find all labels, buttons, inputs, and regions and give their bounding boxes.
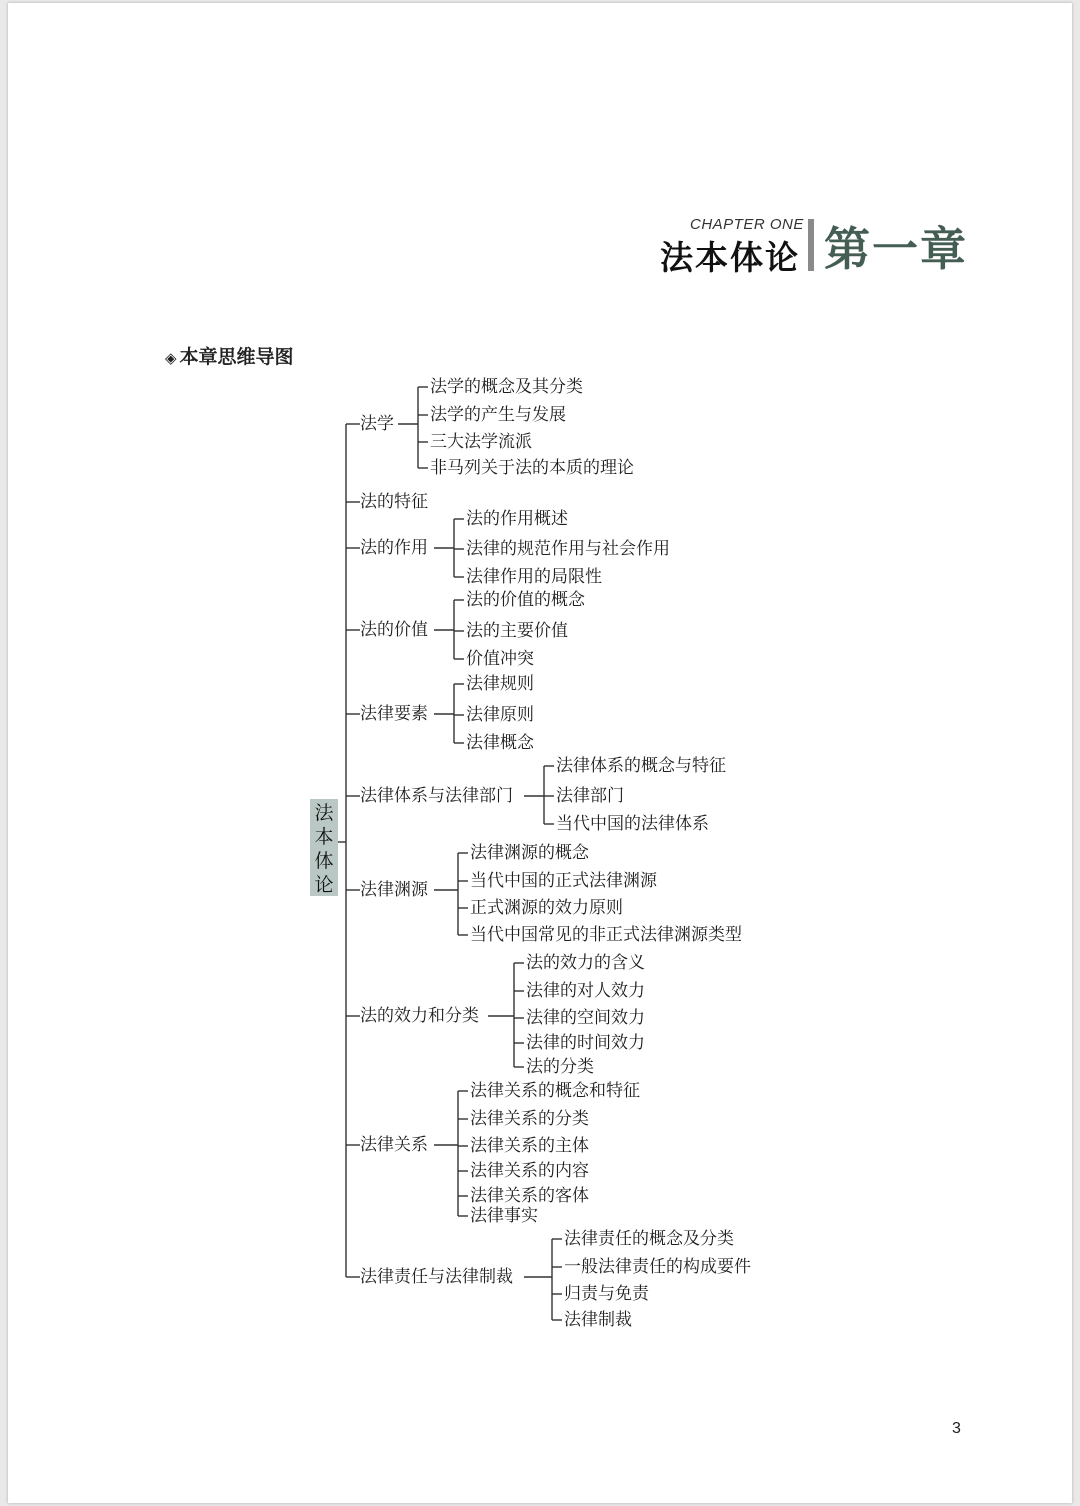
mind-map-leaf: 法律的空间效力 <box>526 1008 645 1028</box>
chapter-label-english: CHAPTER ONE <box>690 216 804 233</box>
page <box>8 3 1072 1503</box>
mind-map-leaf: 法律关系的内容 <box>470 1161 589 1181</box>
mind-map-branch: 法的价值 <box>360 620 428 640</box>
mind-map-leaf: 法律概念 <box>466 733 534 753</box>
mind-map-leaf: 法律责任的概念及分类 <box>564 1229 734 1249</box>
diamond-bullet-icon: ◈ <box>165 349 177 367</box>
mind-map-leaf: 法律关系的分类 <box>470 1109 589 1129</box>
mind-map-leaf: 法律关系的概念和特征 <box>470 1081 640 1101</box>
mind-map-branch: 法的特征 <box>360 492 428 512</box>
mind-map-branch: 法学 <box>360 414 394 434</box>
mind-map-leaf: 法律事实 <box>470 1206 538 1226</box>
mind-map-leaf: 法律规则 <box>466 674 534 694</box>
mind-map-leaf: 法的分类 <box>526 1057 594 1077</box>
mind-map-leaf: 法律作用的局限性 <box>466 567 602 587</box>
mind-map-lines <box>8 3 1072 1503</box>
mind-map-leaf: 法律的规范作用与社会作用 <box>466 539 670 559</box>
page-number: 3 <box>952 1420 961 1437</box>
mind-map-leaf: 法律关系的客体 <box>470 1186 589 1206</box>
section-heading-text: 本章思维导图 <box>179 346 294 368</box>
mind-map-leaf: 法学的概念及其分类 <box>430 377 583 397</box>
mind-map-leaf: 正式渊源的效力原则 <box>470 898 623 918</box>
mind-map-leaf: 当代中国的正式法律渊源 <box>470 871 657 891</box>
mind-map-root-char: 体 <box>314 850 334 872</box>
mind-map-leaf: 法的价值的概念 <box>466 590 585 610</box>
mind-map-leaf: 三大法学流派 <box>430 432 532 452</box>
mind-map-branch: 法律渊源 <box>360 880 428 900</box>
mind-map-leaf: 法律部门 <box>556 786 624 806</box>
chapter-number: 第一章 <box>824 222 968 276</box>
chapter-title: 法本体论 <box>660 238 800 277</box>
mind-map-branch: 法律要素 <box>360 704 428 724</box>
mind-map-leaf: 法律渊源的概念 <box>470 843 589 863</box>
mind-map-root-char: 法 <box>314 802 334 824</box>
mind-map-leaf: 法律的对人效力 <box>526 981 645 1001</box>
mind-map-leaf: 归责与免责 <box>564 1284 649 1304</box>
mind-map-leaf: 法律原则 <box>466 705 534 725</box>
mind-map-leaf: 价值冲突 <box>466 649 534 669</box>
mind-map-branch: 法律体系与法律部门 <box>360 786 513 806</box>
mind-map-leaf: 当代中国常见的非正式法律渊源类型 <box>470 925 742 945</box>
mind-map-leaf: 法律的时间效力 <box>526 1033 645 1053</box>
mind-map-leaf: 法的主要价值 <box>466 621 568 641</box>
mind-map-branch: 法律责任与法律制裁 <box>360 1267 513 1287</box>
mind-map-root <box>310 799 338 896</box>
mind-map-root-char: 本 <box>314 826 334 848</box>
mind-map-root-char: 论 <box>314 874 334 896</box>
mind-map-leaf: 一般法律责任的构成要件 <box>564 1257 751 1277</box>
mind-map-branch: 法的作用 <box>360 538 428 558</box>
mind-map-leaf: 法律制裁 <box>564 1310 632 1330</box>
mind-map-leaf: 当代中国的法律体系 <box>556 814 709 834</box>
mind-map-leaf: 非马列关于法的本质的理论 <box>430 458 634 478</box>
mind-map-leaf: 法的作用概述 <box>466 509 568 529</box>
mind-map-leaf: 法学的产生与发展 <box>430 405 566 425</box>
mind-map-branch: 法的效力和分类 <box>360 1006 479 1026</box>
mind-map-leaf: 法律体系的概念与特征 <box>556 756 726 776</box>
mind-map-leaf: 法律关系的主体 <box>470 1136 589 1156</box>
mind-map-leaf: 法的效力的含义 <box>526 953 645 973</box>
mind-map-branch: 法律关系 <box>360 1135 428 1155</box>
